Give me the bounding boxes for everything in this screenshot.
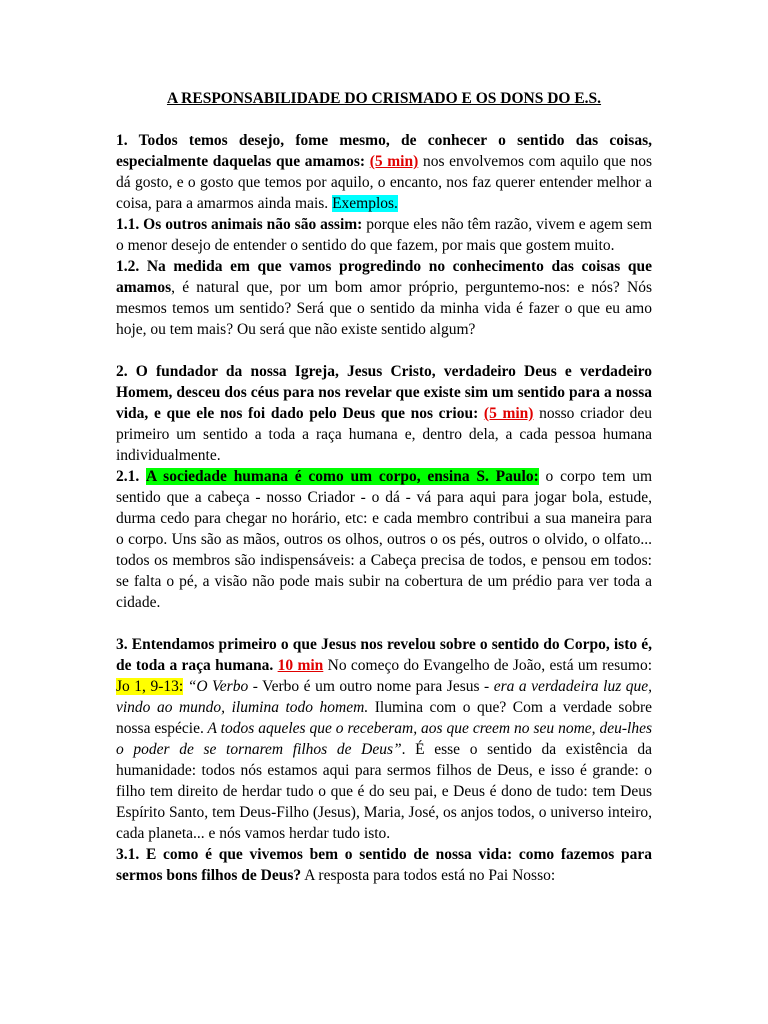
section-3-1-heading: E como é que vivemos bem o sentido de nossa vida: como fazemos para sermos bons filhos de Deus? bbox=[116, 846, 652, 884]
section-2-text: nosso criador deu primeiro um sentido a toda a raça humana e, dentro dela, a cada pessoa humana individualmente. bbox=[116, 405, 652, 464]
section-3-text-3: Ilumina com o que? Com a verdade sobre nossa espécie. bbox=[116, 699, 652, 737]
document-title: A RESPONSABILIDADE DO CRISMADO E OS DONS DO E.S. bbox=[166, 90, 602, 107]
section-1-heading: Todos temos desejo, fome mesmo, de conhecer o sentido das coisas, especialmente daquelas que amamos: bbox=[116, 132, 652, 170]
section-3-text-4: . É esse o sentido da existência da humanidade: todos nós estamos aqui para sermos filhos de Deus, e isso é grande: o filho tem direito de herdar tudo o que é do seu pai, e Deus é dono de tudo: tem Deus Espírito Santo, tem Deus-Filho (Jesus), Maria, José, os anjos todos, o universo inteiro, cada planeta... e nós vamos herdar tudo isto. bbox=[116, 741, 652, 842]
section-3-1 bbox=[116, 844, 652, 886]
section-3-quote-2: era a verdadeira luz que, vindo ao mundo, ilumina todo homem. bbox=[116, 678, 653, 716]
section-1-time: (5 min) bbox=[369, 153, 419, 170]
section-3-1-text: A resposta para todos está no Pai Nosso: bbox=[301, 867, 556, 884]
section-2-1-highlight: A sociedade humana é como um corpo, ensina S. Paulo: bbox=[146, 468, 539, 485]
section-1 bbox=[116, 130, 652, 214]
section-1-highlight: Exemplos. bbox=[332, 195, 398, 212]
section-2-heading: 2. O fundador da nossa Igreja, Jesus Cristo, verdadeiro Deus e verdadeiro Homem, desceu dos céus para nos revelar que existe sim um sentido para a nossa vida, e que ele nos foi dado pelo Deus que nos criou: bbox=[116, 363, 652, 422]
section-3-text-1: No começo do Evangelho de João, está um resumo: bbox=[323, 657, 653, 674]
section-2-1 bbox=[116, 466, 652, 613]
section-3-reference: Jo 1, 9-13: bbox=[116, 678, 184, 695]
section-1-2 bbox=[116, 256, 652, 340]
section-2 bbox=[116, 361, 652, 466]
section-1-number: 1. bbox=[116, 132, 128, 149]
section-3-quote-1: “O Verbo bbox=[183, 678, 249, 695]
section-1-2-number: 1.2. bbox=[116, 258, 140, 275]
section-2-1-number: 2.1. bbox=[116, 468, 140, 485]
section-3-text-2: - Verbo é um outro nome para Jesus - bbox=[248, 678, 490, 695]
paragraph-gap bbox=[116, 613, 652, 634]
section-3-time: 10 min bbox=[277, 657, 324, 674]
section-2-time: (5 min) bbox=[483, 405, 534, 422]
section-1-1-number: 1.1. bbox=[116, 216, 140, 233]
paragraph-gap bbox=[116, 340, 652, 361]
section-1-text: nos envolvemos com aquilo que nos dá gosto, e o gosto que temos por aquilo, o encanto, nos faz querer entender melhor a coisa, para a amarmos ainda mais. bbox=[116, 153, 652, 212]
section-3 bbox=[116, 634, 652, 844]
section-1-1-heading: Os outros animais não são assim: bbox=[139, 216, 363, 233]
section-2-1-text: o corpo tem um sentido que a cabeça - nosso Criador - o dá - vá para aqui para jogar bola, estude, durma cedo para chegar no horário, etc: e cada membro contribui a sua maneira para o corpo. Uns são as mãos, outros os olhos, outros o os pés, outros o olvido, o olfato... todos os membros são indispensáveis: a Cabeça precisa de todos, e pensou em todos: se falta o pé, a visão não pode mais subir na cobertura de um prédio para ver toda a cidade. bbox=[116, 468, 652, 611]
section-3-quote-3: A todos aqueles que o receberam, aos que creem no seu nome, deu-lhes o poder de se tornarem filhos de Deus” bbox=[116, 720, 652, 758]
section-3-heading: 3. Entendamos primeiro o que Jesus nos revelou sobre o sentido do Corpo, isto é, de toda a raça humana. bbox=[116, 636, 652, 674]
section-1-1-text: porque eles não têm razão, vivem e agem sem o menor desejo de entender o sentido do que fazem, por mais que gostem muito. bbox=[116, 216, 652, 254]
section-1-2-text: , é natural que, por um bom amor próprio, perguntemo-nos: e nós? Nós mesmos temos um sentido? Será que o sentido da minha vida é fazer o que eu amo hoje, ou tem mais? Ou será que não existe sentido algum? bbox=[116, 279, 652, 338]
section-1-1 bbox=[116, 214, 652, 256]
section-3-1-number: 3.1. bbox=[116, 846, 140, 863]
section-1-2-heading: Na medida em que vamos progredindo no conhecimento das coisas que amamos bbox=[116, 258, 652, 296]
